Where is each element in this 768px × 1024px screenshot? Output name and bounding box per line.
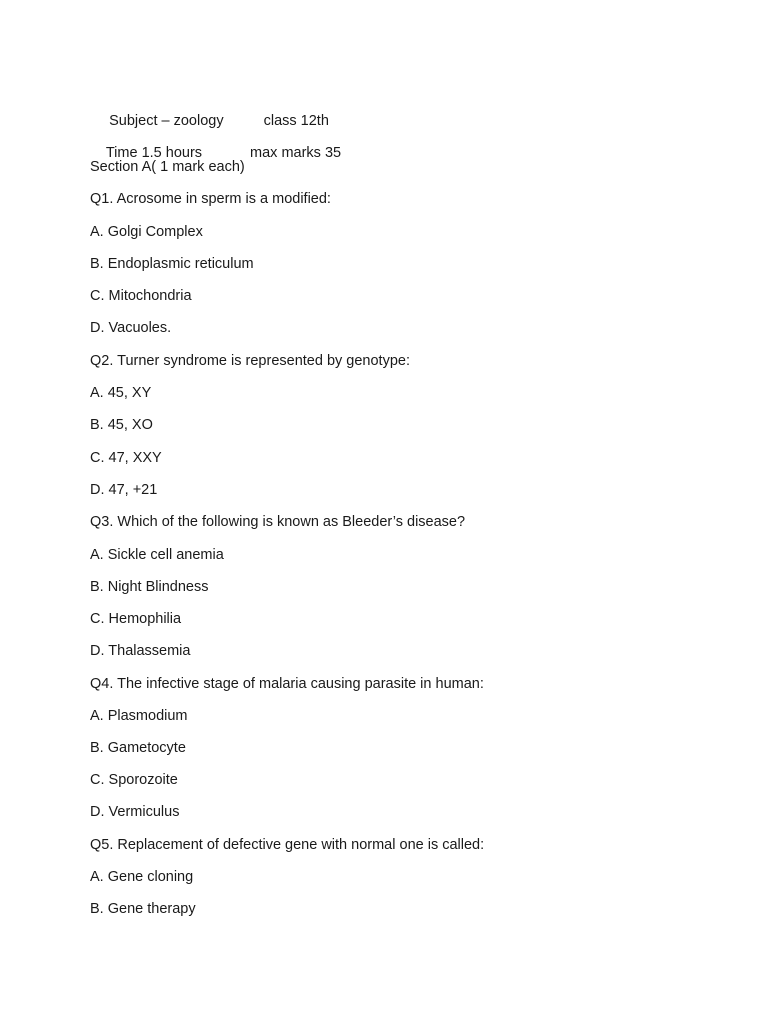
section-heading: Section A( 1 mark each) xyxy=(90,159,245,175)
question-2: Q2. Turner syndrome is represented by genotype: xyxy=(90,353,410,369)
q3-option-a: A. Sickle cell anemia xyxy=(90,547,224,563)
q1-option-d: D. Vacuoles. xyxy=(90,320,172,336)
q2-option-d: D. 47, +21 xyxy=(90,482,158,498)
q4-option-d: D. Vermiculus xyxy=(90,804,180,820)
q2-option-b: B. 45, XO xyxy=(90,417,153,433)
q4-option-c: C. Sporozoite xyxy=(90,772,178,788)
question-4: Q4. The infective stage of malaria causing parasite in human: xyxy=(90,676,484,692)
q4-option-a: A. Plasmodium xyxy=(90,708,188,724)
q3-option-c: C. Hemophilia xyxy=(90,611,182,627)
max-marks-label: max marks 35 xyxy=(250,145,342,161)
q2-option-c: C. 47, XXY xyxy=(90,450,162,466)
q1-option-a: A. Golgi Complex xyxy=(90,224,203,240)
q4-option-b: B. Gametocyte xyxy=(90,740,186,756)
question-1: Q1. Acrosome in sperm is a modified: xyxy=(90,191,331,207)
q1-option-b: B. Endoplasmic reticulum xyxy=(90,256,254,272)
q1-option-c: C. Mitochondria xyxy=(90,288,192,304)
q5-option-b: B. Gene therapy xyxy=(90,901,196,917)
subject-label: Subject – zoology xyxy=(109,113,224,129)
q3-option-b: B. Night Blindness xyxy=(90,579,209,595)
q5-option-a: A. Gene cloning xyxy=(90,869,194,885)
q3-option-d: D. Thalassemia xyxy=(90,643,191,659)
class-label: class 12th xyxy=(263,113,329,129)
question-5: Q5. Replacement of defective gene with normal one is called: xyxy=(90,837,485,853)
q2-option-a: A. 45, XY xyxy=(90,385,152,401)
time-label: Time 1.5 hours xyxy=(105,145,203,161)
question-3: Q3. Which of the following is known as Bleeder’s disease? xyxy=(90,514,466,530)
